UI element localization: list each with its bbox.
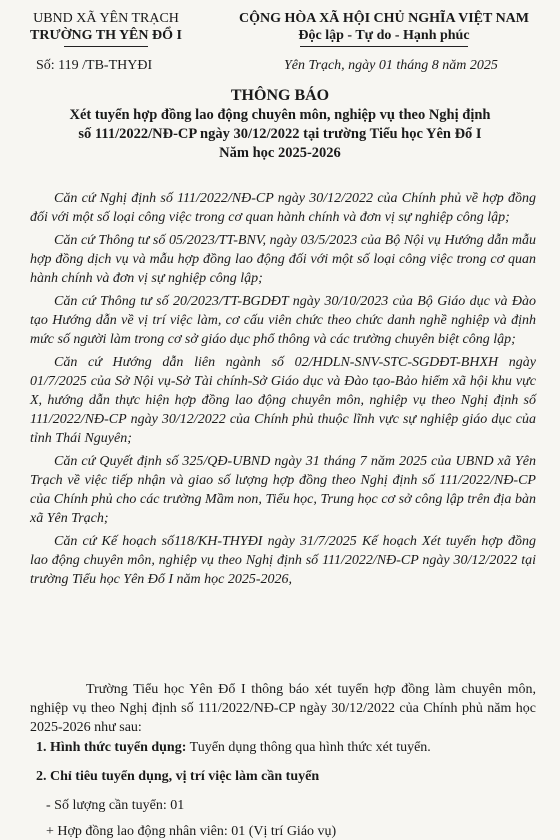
national-motto: Độc lập - Tự do - Hạnh phúc bbox=[298, 28, 470, 43]
basis-paragraph: Căn cứ Kế hoạch số118/KH-THYĐI ngày 31/7/2025 Kế hoạch Xét tuyển hợp đồng lao động chuyên môn, nghiệp vụ theo Nghị định số 111/2022/NĐ-CP ngày 30/12/2022 tại trường Tiểu học Yên Đổ I năm học 2025-2026, bbox=[30, 534, 536, 587]
quota-position: + Hợp đồng lao động nhân viên: 01 (Vị trí Giáo vụ) bbox=[46, 824, 337, 839]
title-heading: THÔNG BÁO bbox=[230, 87, 330, 104]
agency-line-2: TRƯỜNG TH YÊN ĐỔ I bbox=[30, 28, 182, 43]
basis-paragraph: Căn cứ Thông tư số 20/2023/TT-BGDĐT ngày 30/10/2023 của Bộ Giáo dục và Đào tạo Hướng dẫn về vị trí việc làm, cơ cấu viên chức theo chức danh nghề nghiệp và định mức số người làm trong cơ sở giáo dục phổ thông và các trường chuyên biệt công lập; bbox=[30, 294, 536, 347]
title-line-1: Xét tuyển hợp đồng lao động chuyên môn, nghiệp vụ theo Nghị định bbox=[69, 107, 491, 123]
legal-basis bbox=[30, 189, 536, 593]
document-number: Số: 119 /TB-THYĐI bbox=[36, 58, 153, 73]
title-line-3: Năm học 2025-2026 bbox=[219, 145, 341, 161]
issuing-agency bbox=[6, 10, 206, 47]
basis-paragraph: Căn cứ Nghị định số 111/2022/NĐ-CP ngày 30/12/2022 của Chính phủ về hợp đồng đối với một số loại công việc trong cơ quan hành chính và đơn vị sự nghiệp công lập; bbox=[30, 191, 536, 225]
title-line-2: số 111/2022/NĐ-CP ngày 30/12/2022 tại trường Tiểu học Yên Đổ I bbox=[78, 126, 482, 142]
section-1-text: Tuyển dụng thông qua hình thức xét tuyển. bbox=[186, 740, 431, 755]
basis-paragraph: Căn cứ Hướng dẫn liên ngành số 02/HDLN-SNV-STC-SGDĐT-BHXH ngày 01/7/2025 của Sở Nội vụ-Sở Tài chính-Sở Giáo dục và Đào tạo-Bảo hiểm xã hội khu vực X, hướng dẫn thực hiện hợp đồng lao động chuyên môn, nghiệp vụ theo Nghị định số 111/2022/NĐ-CP ngày 30/12/2022 của Chính phủ thuộc lĩnh vực sự nghiệp giáo dục của tỉnh Thái Nguyên; bbox=[30, 355, 536, 446]
agency-underline bbox=[64, 46, 148, 47]
section-recruitment-form bbox=[36, 740, 431, 756]
section-quota-heading: 2. Chỉ tiêu tuyển dụng, vị trí việc làm cần tuyển bbox=[36, 769, 320, 784]
national-header bbox=[214, 10, 554, 47]
document-title bbox=[14, 86, 546, 163]
motto-underline bbox=[300, 46, 468, 47]
republic-name: CỘNG HÒA XÃ HỘI CHỦ NGHĨA VIỆT NAM bbox=[238, 11, 529, 26]
place-and-date: Yên Trạch, ngày 01 tháng 8 năm 2025 bbox=[284, 58, 498, 73]
agency-line-1: UBND XÃ YÊN TRẠCH bbox=[33, 11, 179, 26]
announcement-paragraph: Trường Tiểu học Yên Đổ I thông báo xét tuyển hợp đồng làm chuyên môn, nghiệp vụ theo Nghị định số 111/2022/NĐ-CP ngày 30/12/2022 của Chính phủ năm học 2025-2026 như sau: bbox=[30, 682, 536, 735]
quota-count: - Số lượng cần tuyển: 01 bbox=[46, 798, 185, 813]
section-1-label: 1. Hình thức tuyển dụng: bbox=[36, 740, 187, 755]
basis-paragraph: Căn cứ Thông tư số 05/2023/TT-BNV, ngày 03/5/2023 của Bộ Nội vụ Hướng dẫn mẫu hợp đồng dịch vụ và mẫu hợp đồng lao động đối với một số loại công việc trong cơ quan hành chính và đơn vị sự nghiệp công lập; bbox=[30, 233, 536, 286]
basis-paragraph: Căn cứ Quyết định số 325/QĐ-UBND ngày 31 tháng 7 năm 2025 của UBND xã Yên Trạch về việc tiếp nhận và giao số lượng hợp đồng theo Nghị định số 111/2022/NĐ-CP của Chính phủ cho các trường Mầm non, Tiểu học, Trung học cơ sở công lập trên địa bàn xã Yên Trạch; bbox=[30, 454, 536, 526]
